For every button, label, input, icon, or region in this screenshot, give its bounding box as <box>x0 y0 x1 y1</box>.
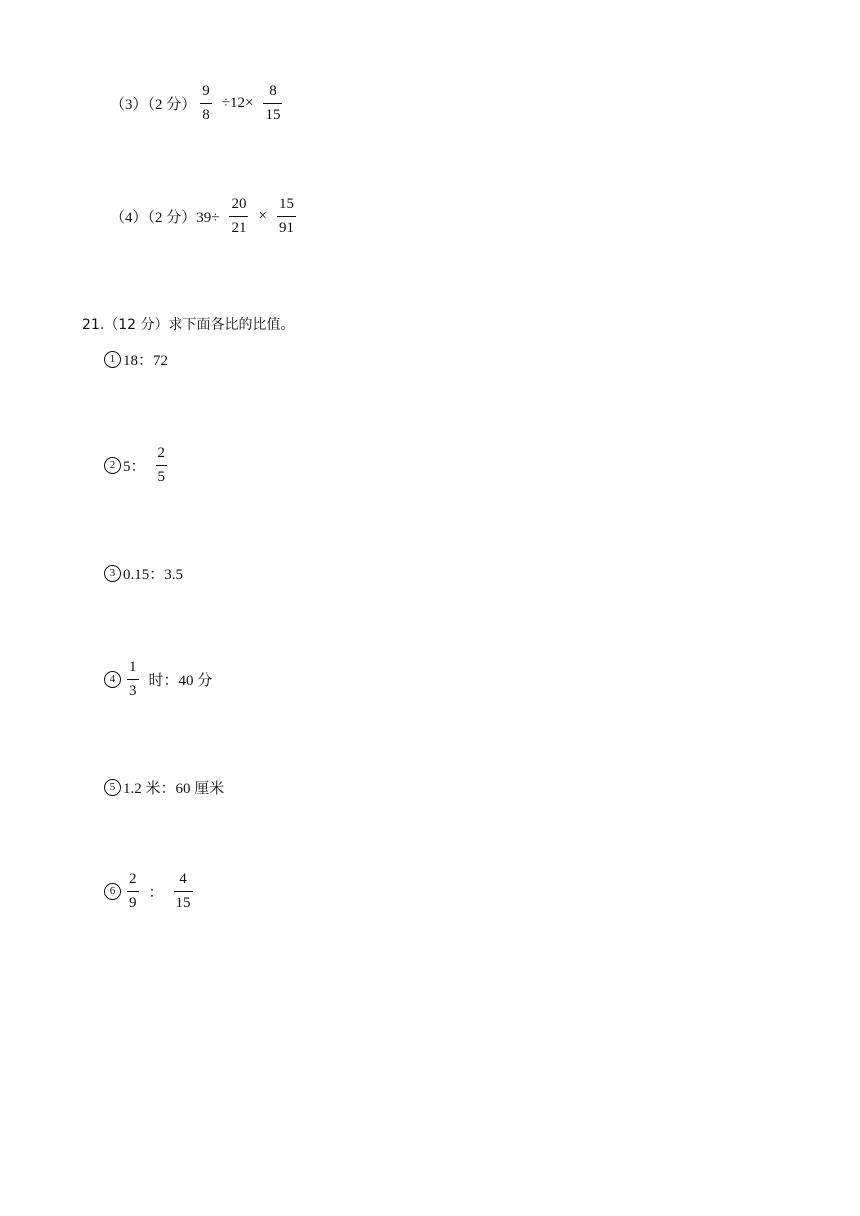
problem-3-label: （3）（2 分） <box>110 97 197 113</box>
fraction-2-9 <box>127 872 139 911</box>
fraction-20-21 <box>229 197 248 236</box>
operator: ÷12× <box>221 95 254 111</box>
denominator: 3 <box>129 683 137 699</box>
fraction-bar <box>263 103 282 104</box>
ratio-item-4 <box>104 660 212 699</box>
denominator: 15 <box>265 107 281 123</box>
problem-3 <box>110 84 286 123</box>
fraction-8-15 <box>263 84 282 123</box>
ratio-item-1 <box>104 349 168 370</box>
ratio-item-5 <box>104 777 224 798</box>
numerator: 20 <box>231 196 247 212</box>
ratio-separator: ： <box>148 885 164 901</box>
fraction-bar <box>277 216 296 217</box>
ratio-item-6 <box>104 872 197 911</box>
numerator: 9 <box>202 83 210 99</box>
fraction-2-5 <box>156 446 168 485</box>
denominator: 5 <box>157 469 166 485</box>
fraction-15-91 <box>277 197 296 236</box>
numerator: 8 <box>269 83 277 99</box>
question-21-title: 21.（12 分）求下面各比的比值。 <box>82 317 295 333</box>
question-21-header <box>82 314 295 334</box>
fraction-bar <box>200 103 212 104</box>
fraction-bar <box>174 891 193 892</box>
ratio-text: 时：40 分 <box>148 673 213 689</box>
fraction-4-15 <box>174 872 193 911</box>
ratio-item-2 <box>104 446 171 485</box>
fraction-bar <box>127 891 139 892</box>
denominator: 15 <box>175 895 191 911</box>
problem-4-label: （4）（2 分）39÷ <box>110 210 220 226</box>
fraction-1-3 <box>127 660 139 699</box>
problem-4 <box>110 197 300 236</box>
fraction-9-8 <box>200 84 212 123</box>
denominator: 9 <box>129 895 137 911</box>
ratio-text: 18：72 <box>123 353 169 369</box>
numerator: 2 <box>129 871 137 887</box>
circled-number-3: 3 <box>104 565 121 582</box>
fraction-bar <box>156 465 168 466</box>
operator: × <box>258 208 267 224</box>
circled-number-1: 1 <box>104 351 121 368</box>
ratio-text: 1.2 米：60 厘米 <box>123 781 225 797</box>
denominator: 8 <box>202 107 210 123</box>
numerator: 4 <box>179 871 187 887</box>
ratio-text: 5： <box>123 459 146 475</box>
denominator: 21 <box>231 220 247 236</box>
numerator: 2 <box>157 445 166 461</box>
ratio-item-3 <box>104 563 183 584</box>
circled-number-2: 2 <box>104 457 121 474</box>
circled-number-5: 5 <box>104 779 121 796</box>
fraction-bar <box>229 216 248 217</box>
circled-number-6: 6 <box>104 883 121 900</box>
fraction-bar <box>127 679 139 680</box>
numerator: 15 <box>278 196 294 212</box>
circled-number-4: 4 <box>104 671 121 688</box>
denominator: 91 <box>278 220 294 236</box>
ratio-text: 0.15：3.5 <box>123 567 184 583</box>
numerator: 1 <box>129 659 137 675</box>
